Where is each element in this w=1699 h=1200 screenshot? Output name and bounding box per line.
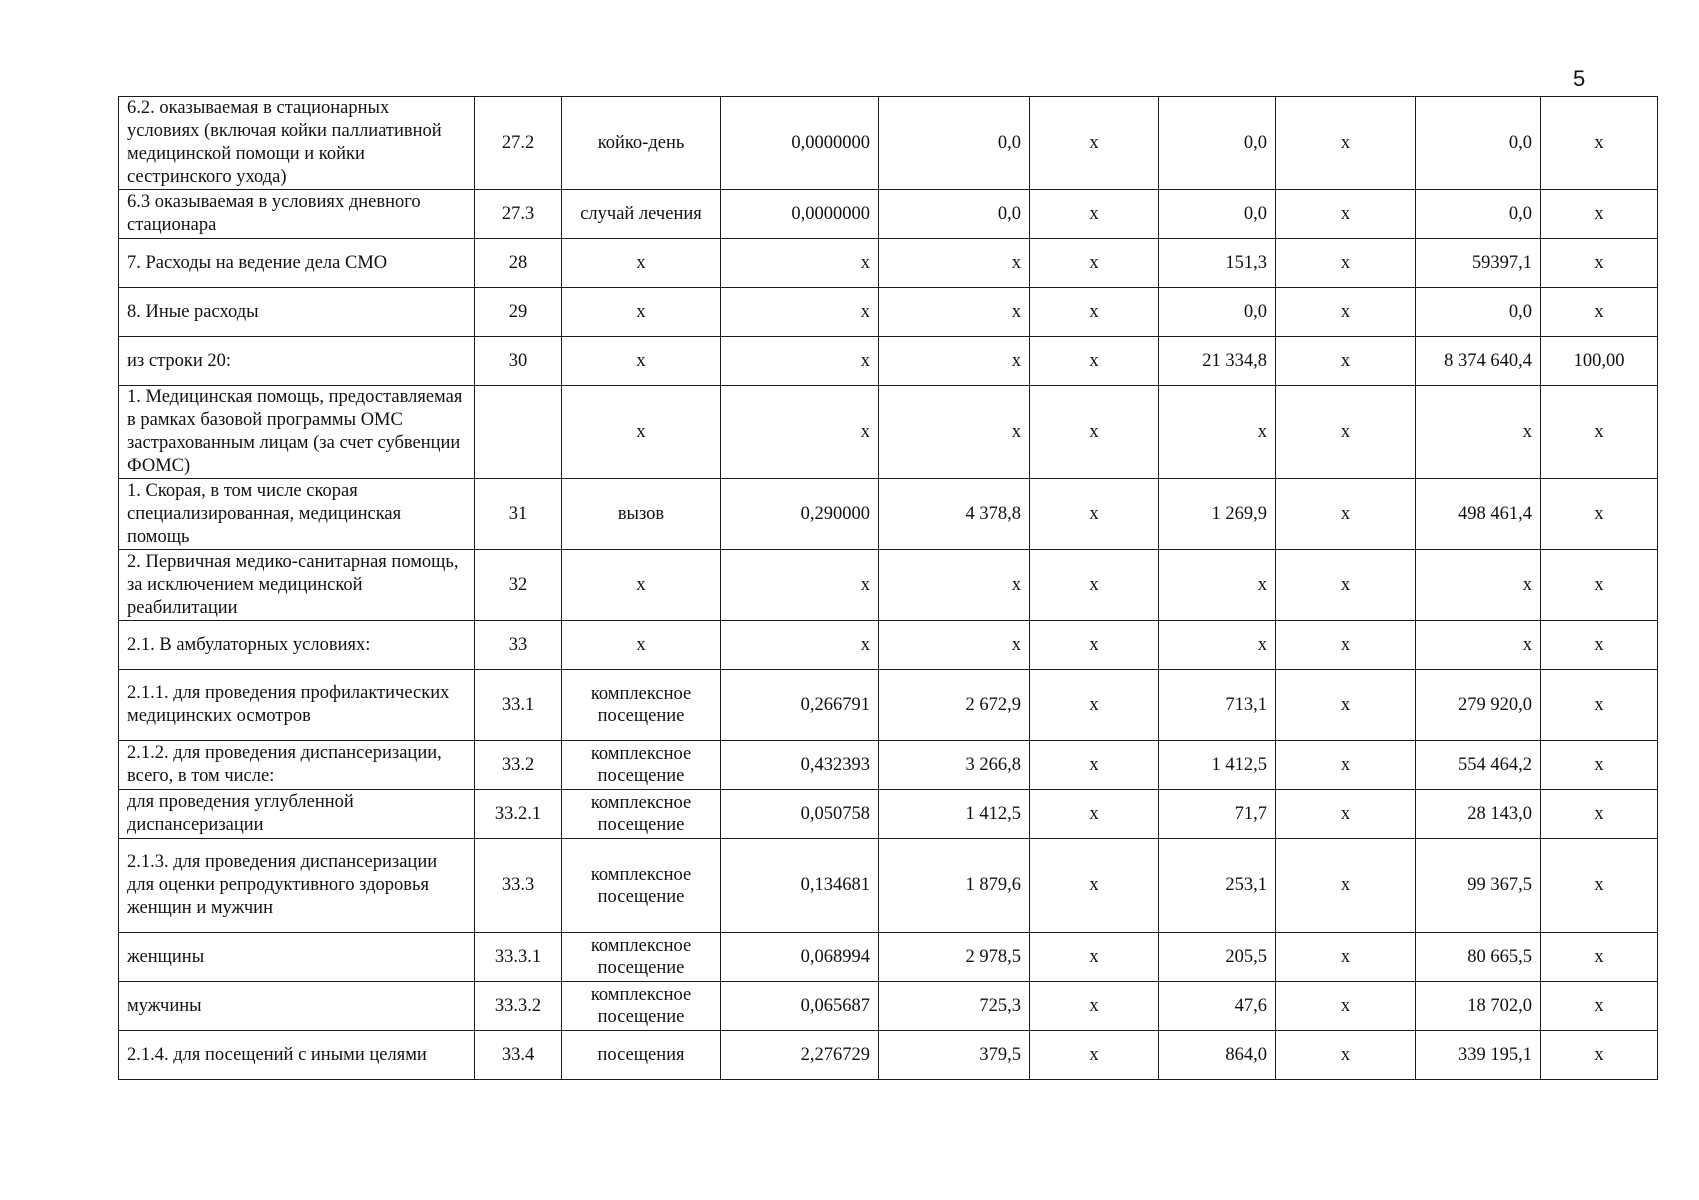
cell-percapita-budget: х: [1030, 288, 1159, 337]
cell-row-code: 33.3.2: [475, 982, 562, 1031]
cell-percapita-oms: 205,5: [1159, 933, 1276, 982]
table-row: [119, 933, 1658, 982]
cell-row-code: 29: [475, 288, 562, 337]
cell-unit: х: [562, 386, 721, 479]
cell-percent: х: [1541, 386, 1658, 479]
cell-norm-cost: 2 672,9: [879, 670, 1030, 741]
cell-norm-cost: 4 378,8: [879, 479, 1030, 550]
cell-unit: случай лечения: [562, 190, 721, 239]
cell-cost-oms: 0,0: [1416, 97, 1541, 190]
cell-norm-cost: х: [879, 550, 1030, 621]
table-body: [119, 97, 1658, 1080]
cell-percapita-budget: х: [1030, 982, 1159, 1031]
table-row: [119, 982, 1658, 1031]
cell-percent: х: [1541, 839, 1658, 933]
cell-name: 2. Первичная медико-санитарная помощь, за исключением медицинской реабилитации: [119, 550, 475, 621]
cell-norm-cost: 0,0: [879, 97, 1030, 190]
cell-percapita-oms: 713,1: [1159, 670, 1276, 741]
cell-percent: х: [1541, 1031, 1658, 1080]
table-row: [119, 1031, 1658, 1080]
cell-name: 2.1. В амбулаторных условиях:: [119, 621, 475, 670]
cell-name: 7. Расходы на ведение дела СМО: [119, 239, 475, 288]
table-row: [119, 790, 1658, 839]
cell-cost-oms: 59397,1: [1416, 239, 1541, 288]
cell-unit: вызов: [562, 479, 721, 550]
cell-row-code: 33.2.1: [475, 790, 562, 839]
cell-cost-oms: 554 464,2: [1416, 741, 1541, 790]
cell-name: 2.1.3. для проведения диспансеризации для оценки репродуктивного здоровья женщин и мужчин: [119, 839, 475, 933]
cell-row-code: 33.3: [475, 839, 562, 933]
cell-percapita-oms: 864,0: [1159, 1031, 1276, 1080]
cell-percapita-budget: х: [1030, 790, 1159, 839]
cell-norm-volume: 0,0000000: [721, 190, 879, 239]
cell-percapita-budget: х: [1030, 550, 1159, 621]
cell-name: мужчины: [119, 982, 475, 1031]
cell-percapita-budget: х: [1030, 337, 1159, 386]
cell-percent: х: [1541, 741, 1658, 790]
cell-unit: х: [562, 337, 721, 386]
cell-percapita-oms: х: [1159, 550, 1276, 621]
cell-percapita-budget: х: [1030, 839, 1159, 933]
cell-unit: х: [562, 550, 721, 621]
cell-norm-cost: х: [879, 239, 1030, 288]
cell-percapita-oms: 21 334,8: [1159, 337, 1276, 386]
cell-cost-budget: х: [1276, 933, 1416, 982]
cell-percapita-oms: х: [1159, 621, 1276, 670]
cell-percapita-budget: х: [1030, 670, 1159, 741]
cell-cost-budget: х: [1276, 982, 1416, 1031]
cell-norm-cost: 379,5: [879, 1031, 1030, 1080]
cell-cost-oms: х: [1416, 386, 1541, 479]
cell-norm-volume: 0,050758: [721, 790, 879, 839]
cell-cost-budget: х: [1276, 741, 1416, 790]
cell-percapita-budget: х: [1030, 239, 1159, 288]
cell-name: 8. Иные расходы: [119, 288, 475, 337]
cell-cost-oms: 498 461,4: [1416, 479, 1541, 550]
cell-percapita-budget: х: [1030, 933, 1159, 982]
table-row: [119, 621, 1658, 670]
page-number: 5: [1573, 66, 1586, 91]
cell-row-code: 33: [475, 621, 562, 670]
cell-name: 2.1.1. для проведения профилактических медицинских осмотров: [119, 670, 475, 741]
cell-percapita-budget: х: [1030, 741, 1159, 790]
cell-cost-budget: х: [1276, 550, 1416, 621]
cell-percent: х: [1541, 550, 1658, 621]
table-row: [119, 239, 1658, 288]
cell-percapita-budget: х: [1030, 386, 1159, 479]
cell-percent: х: [1541, 239, 1658, 288]
cell-percent: х: [1541, 933, 1658, 982]
cell-name: 2.1.4. для посещений с иными целями: [119, 1031, 475, 1080]
cell-unit: комплексное посещение: [562, 741, 721, 790]
cell-norm-volume: 2,276729: [721, 1031, 879, 1080]
cell-norm-cost: 0,0: [879, 190, 1030, 239]
cell-percent: х: [1541, 621, 1658, 670]
cell-norm-volume: 0,0000000: [721, 97, 879, 190]
cell-percapita-budget: х: [1030, 621, 1159, 670]
cell-percapita-budget: х: [1030, 97, 1159, 190]
table-row: [119, 741, 1658, 790]
cell-percent: х: [1541, 982, 1658, 1031]
cell-unit: комплексное посещение: [562, 670, 721, 741]
cell-cost-budget: х: [1276, 337, 1416, 386]
cell-percent: 100,00: [1541, 337, 1658, 386]
cell-cost-oms: х: [1416, 621, 1541, 670]
cell-name: 1. Медицинская помощь, предоставляемая в рамках базовой программы ОМС застрахованным лицам (за счет субвенции ФОМС): [119, 386, 475, 479]
cell-percent: х: [1541, 479, 1658, 550]
cell-row-code: [475, 386, 562, 479]
cell-cost-budget: х: [1276, 479, 1416, 550]
cell-norm-volume: х: [721, 239, 879, 288]
cell-row-code: 31: [475, 479, 562, 550]
cell-percapita-oms: х: [1159, 386, 1276, 479]
cell-cost-oms: 0,0: [1416, 288, 1541, 337]
cell-cost-oms: 28 143,0: [1416, 790, 1541, 839]
cell-unit: посещения: [562, 1031, 721, 1080]
cell-cost-oms: 279 920,0: [1416, 670, 1541, 741]
cell-row-code: 32: [475, 550, 562, 621]
cell-percapita-oms: 71,7: [1159, 790, 1276, 839]
cell-percapita-oms: 0,0: [1159, 288, 1276, 337]
cell-unit: х: [562, 239, 721, 288]
table-row: [119, 550, 1658, 621]
cell-percapita-budget: х: [1030, 190, 1159, 239]
cell-percapita-budget: х: [1030, 479, 1159, 550]
cell-percapita-oms: 1 412,5: [1159, 741, 1276, 790]
table-row: [119, 839, 1658, 933]
cell-row-code: 33.1: [475, 670, 562, 741]
cell-cost-budget: х: [1276, 288, 1416, 337]
cell-name: из строки 20:: [119, 337, 475, 386]
cell-unit: койко-день: [562, 97, 721, 190]
cell-cost-budget: х: [1276, 97, 1416, 190]
cell-norm-volume: 0,068994: [721, 933, 879, 982]
cell-row-code: 33.3.1: [475, 933, 562, 982]
cell-norm-volume: 0,432393: [721, 741, 879, 790]
cell-cost-budget: х: [1276, 1031, 1416, 1080]
cell-norm-cost: х: [879, 288, 1030, 337]
cell-norm-volume: 0,065687: [721, 982, 879, 1031]
cell-percent: х: [1541, 670, 1658, 741]
table-row: [119, 670, 1658, 741]
cell-cost-budget: х: [1276, 839, 1416, 933]
cell-norm-cost: 3 266,8: [879, 741, 1030, 790]
expenses-table: [118, 96, 1658, 1080]
cell-norm-volume: 0,290000: [721, 479, 879, 550]
cell-cost-oms: 99 367,5: [1416, 839, 1541, 933]
cell-percapita-oms: 0,0: [1159, 97, 1276, 190]
cell-name: для проведения углубленной диспансеризации: [119, 790, 475, 839]
cell-cost-budget: х: [1276, 670, 1416, 741]
cell-norm-cost: 725,3: [879, 982, 1030, 1031]
cell-norm-volume: х: [721, 337, 879, 386]
cell-percapita-oms: 253,1: [1159, 839, 1276, 933]
cell-cost-oms: 8 374 640,4: [1416, 337, 1541, 386]
cell-cost-oms: 339 195,1: [1416, 1031, 1541, 1080]
cell-unit: комплексное посещение: [562, 982, 721, 1031]
cell-percapita-oms: 151,3: [1159, 239, 1276, 288]
cell-unit: комплексное посещение: [562, 839, 721, 933]
cell-cost-oms: 80 665,5: [1416, 933, 1541, 982]
cell-percapita-oms: 1 269,9: [1159, 479, 1276, 550]
cell-row-code: 33.2: [475, 741, 562, 790]
table-row: [119, 337, 1658, 386]
table-row: [119, 97, 1658, 190]
table-row: [119, 190, 1658, 239]
cell-percent: х: [1541, 288, 1658, 337]
cell-name: 6.3 оказываемая в условиях дневного стационара: [119, 190, 475, 239]
cell-norm-cost: х: [879, 621, 1030, 670]
cell-percent: х: [1541, 190, 1658, 239]
cell-norm-cost: 2 978,5: [879, 933, 1030, 982]
cell-row-code: 28: [475, 239, 562, 288]
cell-unit: комплексное посещение: [562, 790, 721, 839]
cell-percent: х: [1541, 790, 1658, 839]
cell-unit: комплексное посещение: [562, 933, 721, 982]
cell-norm-volume: 0,266791: [721, 670, 879, 741]
cell-cost-budget: х: [1276, 621, 1416, 670]
cell-cost-oms: 18 702,0: [1416, 982, 1541, 1031]
table-row: [119, 479, 1658, 550]
cell-norm-cost: 1 879,6: [879, 839, 1030, 933]
cell-percent: х: [1541, 97, 1658, 190]
cell-row-code: 27.2: [475, 97, 562, 190]
cell-row-code: 30: [475, 337, 562, 386]
cell-percapita-budget: х: [1030, 1031, 1159, 1080]
cell-unit: х: [562, 621, 721, 670]
cell-name: женщины: [119, 933, 475, 982]
table-row: [119, 386, 1658, 479]
cell-percapita-oms: 47,6: [1159, 982, 1276, 1031]
cell-norm-volume: х: [721, 288, 879, 337]
cell-name: 2.1.2. для проведения диспансеризации, всего, в том числе:: [119, 741, 475, 790]
cell-norm-cost: х: [879, 386, 1030, 479]
cell-cost-oms: 0,0: [1416, 190, 1541, 239]
cell-cost-budget: х: [1276, 239, 1416, 288]
cell-name: 6.2. оказываемая в стационарных условиях (включая койки паллиативной медицинской помощи и койки сестринского ухода): [119, 97, 475, 190]
cell-norm-volume: х: [721, 386, 879, 479]
cell-name: 1. Скорая, в том числе скорая специализированная, медицинская помощь: [119, 479, 475, 550]
cell-row-code: 27.3: [475, 190, 562, 239]
cell-cost-oms: х: [1416, 550, 1541, 621]
table-row: [119, 288, 1658, 337]
cell-row-code: 33.4: [475, 1031, 562, 1080]
cell-unit: х: [562, 288, 721, 337]
cell-percapita-oms: 0,0: [1159, 190, 1276, 239]
cell-norm-volume: х: [721, 550, 879, 621]
cell-cost-budget: х: [1276, 190, 1416, 239]
cell-cost-budget: х: [1276, 386, 1416, 479]
cell-norm-volume: 0,134681: [721, 839, 879, 933]
cell-norm-cost: х: [879, 337, 1030, 386]
cell-norm-cost: 1 412,5: [879, 790, 1030, 839]
cell-cost-budget: х: [1276, 790, 1416, 839]
cell-norm-volume: х: [721, 621, 879, 670]
